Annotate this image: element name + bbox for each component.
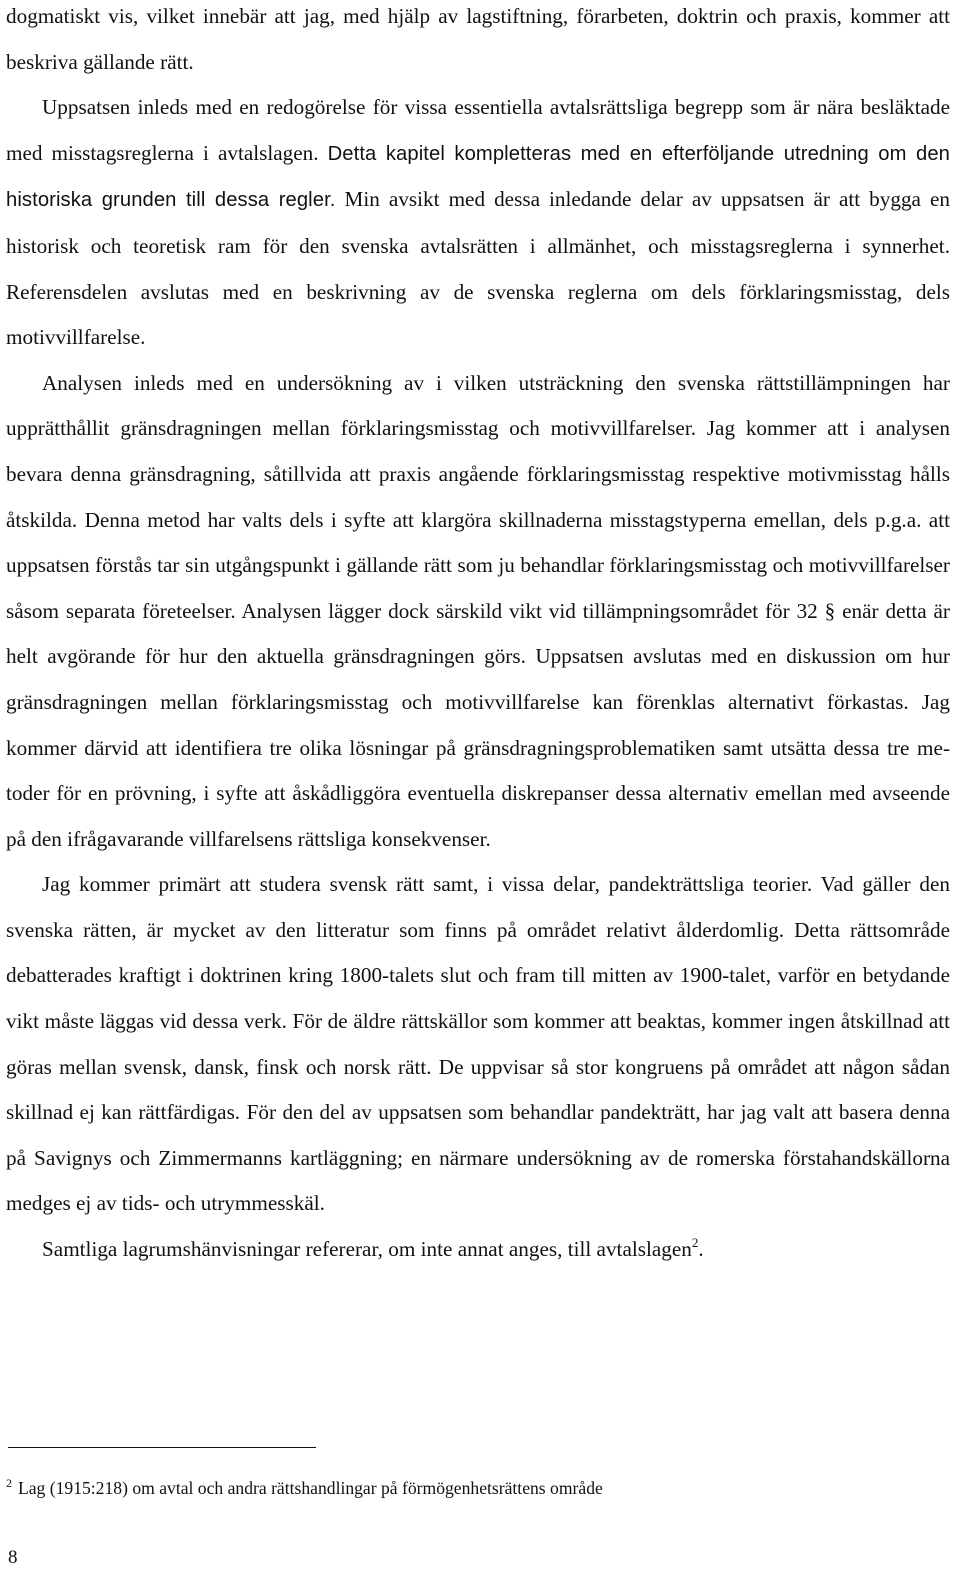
paragraph-4-text: Jag kommer primärt att studera svensk rätt samt, i vissa delar, pandekträttsliga teorier. Vad gäller den svenska rätten, är mycket av den litteratur som finns på området relativt ålderdomlig. Detta rättsområde debatterades kraftigt i doktrinen kring 1800-talets slut och fram till mitten av 1900-talet, varför en betydande vikt måste läggas vid dessa verk. För de äldre rättskällor som kommer att beaktas, kommer ingen åtskillnad att göras mellan svensk, dansk, finsk och norsk rätt. De uppvisar så stor kongruens på området att någon sådan skillnad ej kan rättfärdigas. För den del av uppsatsen som behandlar pandekträtt, har jag valt att basera denna på Savignys och Zimmermanns kartläggning; en närmare undersökning av de romerska förstahandskällorna medges ej av tids- och utrymmesskäl. [6,872,950,1216]
footnote-divider [8,1447,316,1448]
footnote-text: Lag (1915:218) om avtal och andra rättshandlingar på förmögenhetsrättens område [18,1478,603,1498]
paragraph-2-text-end: Min avsikt med dessa inledande delar av uppsatsen är att bygga en historisk och teoretisk ram för den svenska avtalsrätten i allmänhet, och misstagsreglerna i synnerhet. Referensdelen avslutas med en beskrivning av de svenska reglerna om dels förklaringsmisstag, dels motivvillfarelse. [6,187,950,350]
paragraph-4 [6,862,950,1227]
paragraph-5 [6,1227,950,1273]
paragraph-3 [6,361,950,863]
page-number: 8 [8,1547,18,1568]
body-text [6,0,950,1273]
paragraph-2-sans-sentence: Detta kapitel kompletteras med en efterföljande utredning om den historiska grunden till dessa regler. [6,142,950,212]
footnote [6,1476,950,1500]
paragraph-2-text-start: Uppsatsen inleds med en redogörelse för vissa essentiella avtalsrättsliga begrepp som är nära besläktade med misstagsreglerna i avtalslagen. [6,95,950,165]
paragraph-5-text: Samtliga lagrumshänvisningar refererar, om inte annat anges, till avtalslagen [42,1237,692,1262]
paragraph-2 [6,85,950,361]
footnote-marker: 2 [6,1476,12,1490]
paragraph-5-end: . [698,1237,704,1262]
footnote-reference[interactable]: 2 [691,1235,699,1251]
paragraph-1 [6,0,950,85]
paragraph-1-text: dogmatiskt vis, vilket innebär att jag, med hjälp av lagstiftning, förarbeten, doktrin och praxis, kommer att beskriva gällande rätt. [6,4,950,74]
paragraph-3-text: Analysen inleds med en undersökning av i vilken utsträckning den svenska rättstillämpningen har upprätthållit gränsdragningen mellan förklaringsmisstag och motivvillfarelser. Jag kommer att i analysen bevara denna gränsdragning, såtillvida att praxis angående förklaringsmisstag respektive motivmisstag hålls åtskilda. Denna metod har valts dels i syfte att klargöra skillnaderna misstagstyperna emellan, dels p.g.a. att uppsatsen förstås tar sin utgångspunkt i gällande rätt som ju behandlar förklaringsmisstag och motivvillfarelser såsom separata företeelser. Analysen lägger dock särskild vikt vid tillämpningsområdet för 32 § enär detta är helt avgörande för hur den aktuella gränsdragningen görs. Uppsatsen avslutas med en diskussion om hur gränsdragningen mellan förklaringsmisstag och motivvillfarelse kan förenklas alternativt förkastas. Jag kommer därvid att identifiera tre olika lösningar på gränsdragningsproblematiken samt utsätta dessa tre metoder för en prövning, i syfte att åskådliggöra eventuella diskrepanser dessa alternativ emellan med avseende på den ifrågavarande villfarelsens rättsliga konsekvenser. [6,370,950,851]
